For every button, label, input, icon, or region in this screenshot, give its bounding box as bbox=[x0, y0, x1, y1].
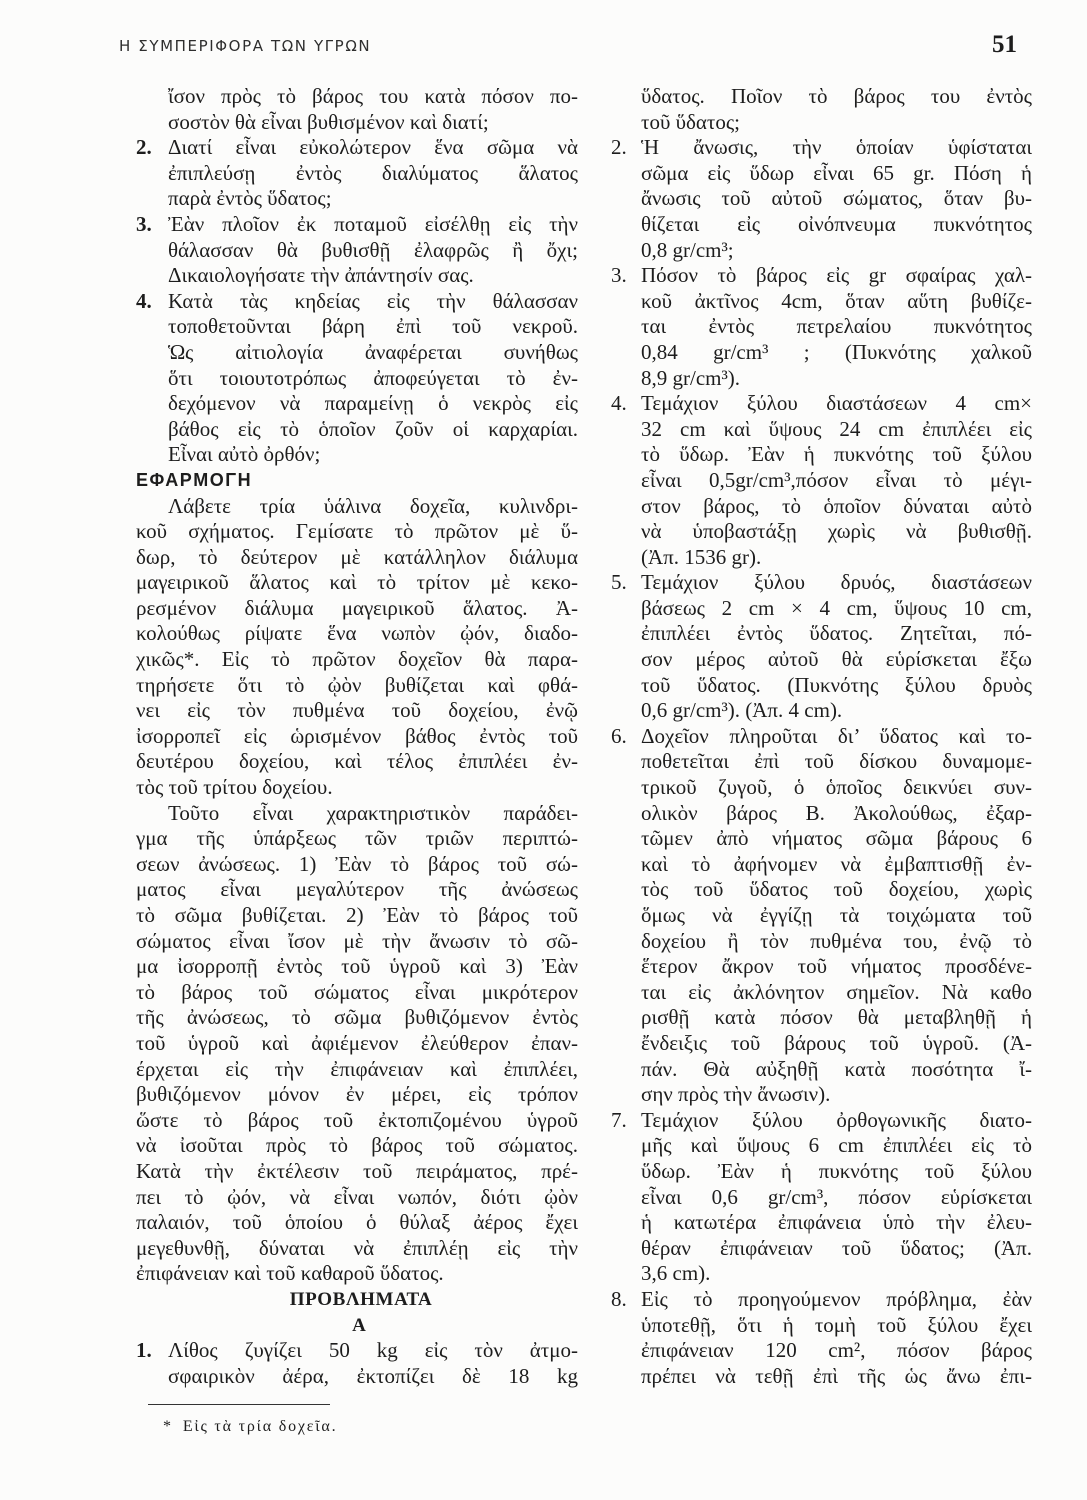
text-line: τὸ σῶμα βυθίζεται. 2) Ἐὰν τὸ βάρος τοῦ bbox=[136, 903, 578, 927]
question-item bbox=[136, 289, 578, 468]
text-line: Εἶναι αὐτὸ ὀρθόν; bbox=[168, 442, 321, 467]
text-line: ται ἐντὸς πετρελαίου πυκνότητος bbox=[641, 314, 1032, 339]
text-line: ρεσμένον διάλυμα μαγειρικοῦ ἅλατος. Ἀ- bbox=[136, 595, 578, 620]
text-line: μαγειρικοῦ ἅλατος καὶ τὸ τρίτον μὲ κεκο- bbox=[136, 570, 578, 595]
question-item bbox=[136, 135, 578, 212]
text-line: ματος εἶναι μεγαλύτερον τῆς ἀνώσεως bbox=[136, 877, 578, 902]
text-line: θάλασσαν θὰ βυθισθῇ ἐλαφρῶς ἢ ὄχι; bbox=[168, 237, 578, 262]
left-column bbox=[136, 84, 578, 1389]
text-line: κοῦ σχήματος. Γεμίσατε τὸ πρῶτον μὲ ὕ- bbox=[136, 519, 578, 544]
text-line: ἐπιπλέει ἐντὸς ὕδατος. Ζητεῖται, πό- bbox=[641, 621, 1032, 646]
item-number: 2. bbox=[611, 135, 627, 160]
text-line: τὸ βάρος τοῦ σώματος εἶναι μικρότερον bbox=[136, 979, 578, 1004]
problem-item bbox=[611, 570, 1032, 724]
text-line: θέραν ἐπιφάνειαν τοῦ ὕδατος; (Ἀπ. bbox=[641, 1235, 1032, 1260]
text-line: τρικοῦ ζυγοῦ, ὁ ὁποῖος δεικνύει συν- bbox=[641, 775, 1032, 800]
text-line: Λάβετε τρία ὑάλινα δοχεῖα, κυλινδρι- bbox=[168, 493, 578, 518]
text-line: Τεμάχιον ξύλου δρυός, διαστάσεων bbox=[641, 570, 1032, 595]
text-line: (Ἀπ. 1536 gr). bbox=[641, 544, 762, 569]
text-line: τῶμεν ἀπὸ νήματος σῶμα βάρους 6 bbox=[641, 826, 1032, 851]
right-column bbox=[611, 84, 1032, 1389]
footnote bbox=[163, 1418, 337, 1436]
text-line: σοστὸν θὰ εἶναι βυθισμένον καὶ διατί; bbox=[168, 109, 489, 134]
text-line: μεγεθυνθῇ, δύναται νὰ ἐπιπλέῃ εἰς τὴν bbox=[136, 1235, 578, 1260]
text-line: 32 cm καὶ ὕψους 24 cm ἐπιπλέει εἰς bbox=[641, 416, 1032, 441]
problem-item bbox=[611, 724, 1032, 1108]
text-line: ἴσον πρὸς τὸ βάρος του κατὰ πόσον πο- bbox=[168, 84, 578, 108]
text-line: 0,84 gr/cm³ ; (Πυκνότης χαλκοῦ bbox=[641, 339, 1032, 364]
text-line: βάθος εἰς τὸ ὁποῖον ζοῦν οἱ καρχαρίαι. bbox=[168, 416, 578, 441]
text-line: νὰ ὑποβαστάξῃ χωρὶς νὰ βυθισθῇ. bbox=[641, 519, 1032, 544]
text-line: ὅμως νὰ ἐγγίζῃ τὰ τοιχώματα τοῦ bbox=[641, 903, 1032, 927]
text-line: ἐπιφάνειαν 120 cm², πόσον βάρος bbox=[641, 1338, 1032, 1363]
text-line: στον βάρος, τὸ ὁποῖον δύναται αὐτὸ bbox=[641, 493, 1032, 518]
text-line: 3,6 cm). bbox=[641, 1261, 711, 1286]
text-line: σεων ἀνώσεως. 1) Ἐὰν τὸ βάρος τοῦ σώ- bbox=[136, 851, 578, 876]
text-line: ἐπιφάνειαν καὶ τοῦ καθαροῦ ὕδατος. bbox=[136, 1261, 444, 1286]
problems-section-label: Α bbox=[352, 1314, 366, 1336]
text-line: Δοχεῖον πληροῦται δι’ ὕδατος καὶ το- bbox=[641, 723, 1032, 748]
text-line: ἐπιπλεύσῃ ἐντὸς διαλύματος ἅλατος bbox=[168, 160, 578, 185]
text-line: δεχόμενον νὰ παραμείνῃ ὁ νεκρὸς εἰς bbox=[168, 391, 578, 416]
text-line: Λίθος ζυγίζει 50 kg εἰς τὸν ἀτμο- bbox=[168, 1338, 578, 1363]
item-number: 8. bbox=[611, 1286, 627, 1311]
text-line: κοῦ ἀκτῖνος 4cm, ὅταν αὕτη βυθίζε- bbox=[641, 288, 1032, 313]
text-line: εἶναι 0,6 gr/cm³, πόσον εὑρίσκεται bbox=[641, 1184, 1032, 1209]
text-line: τῆς ἀνώσεως, τὸ σῶμα βυθιζόμενον ἐντὸς bbox=[136, 1005, 578, 1030]
text-line: ἕτερον ἄκρον τοῦ νήματος προσδένε- bbox=[641, 954, 1032, 979]
footnote-mark: * bbox=[163, 1418, 173, 1435]
text-line: ὥστε τὸ βάρος τοῦ ἐκτοπιζομένου ὑγροῦ bbox=[136, 1107, 578, 1132]
footnote-rule bbox=[148, 1404, 330, 1405]
text-line: ὕδατος. Ποῖον τὸ βάρος του ἐντὸς bbox=[641, 84, 1032, 108]
problem-item bbox=[611, 1287, 1032, 1389]
text-line: εἶναι 0,5gr/cm³,πόσον εἶναι τὸ μέγι- bbox=[641, 467, 1032, 492]
item-number: 2. bbox=[136, 135, 152, 160]
text-line: ται εἰς ἀκλόνητον σημεῖον. Νὰ καθο bbox=[641, 979, 1032, 1004]
text-line: τοῦ ὕδατος; bbox=[641, 109, 740, 134]
item-number: 4. bbox=[611, 391, 627, 416]
text-line: πει τὸ ᾠόν, νὰ εἶναι νωπόν, διότι ᾠὸν bbox=[136, 1184, 578, 1209]
text-line: Διατί εἶναι εὐκολώτερον ἕνα σῶμα νὰ bbox=[168, 135, 578, 160]
text-line: τοῦ ὑγροῦ καὶ ἀφιέμενον ἐλεύθερον ἐπαν- bbox=[136, 1030, 578, 1055]
text-line: σῶμα εἰς ὕδωρ εἶναι 65 gr. Πόση ἡ bbox=[641, 160, 1032, 185]
text-line: μῆς καὶ ὕψους 6 cm ἐπιπλέει εἰς τὸ bbox=[641, 1133, 1032, 1158]
text-line: σφαιρικὸν ἀέρα, ἐκτοπίζει δὲ 18 kg bbox=[168, 1363, 578, 1388]
question-item bbox=[136, 212, 578, 289]
text-line: τὸς τοῦ τρίτου δοχείου. bbox=[136, 775, 333, 800]
problem-item bbox=[611, 391, 1032, 570]
text-line: 0,6 gr/cm³). (Ἀπ. 4 cm). bbox=[641, 698, 843, 723]
text-line: ἄνωσις τοῦ αὐτοῦ σώματος, ὅταν βυ- bbox=[641, 186, 1032, 211]
text-line: ὕδωρ. Ἐὰν ἡ πυκνότης τοῦ ξύλου bbox=[641, 1158, 1032, 1183]
text-line: ὅτι τοιουτοτρόπως ἀποφεύγεται τὸ ἐν- bbox=[168, 365, 578, 390]
text-line: χικῶς*. Εἰς τὸ πρῶτον δοχεῖον θὰ παρα- bbox=[136, 647, 578, 672]
item-number: 4. bbox=[136, 288, 152, 313]
text-line: νει εἰς τὸν πυθμένα τοῦ δοχείου, ἐνῷ bbox=[136, 698, 578, 723]
text-line: ολικὸν βάρος Β. Ἀκολούθως, ἐξαρ- bbox=[641, 800, 1032, 825]
text-line: ρισθῇ κατὰ πόσον θὰ μεταβληθῇ ἡ bbox=[641, 1005, 1032, 1030]
problem-item bbox=[611, 263, 1032, 391]
text-line: ὑποτεθῇ, ὅτι ἡ τομὴ τοῦ ξύλου ἔχει bbox=[641, 1312, 1032, 1337]
text-line: 0,8 gr/cm³; bbox=[641, 237, 734, 262]
text-line: παρὰ ἐντὸς ὕδατος; bbox=[168, 186, 332, 211]
application-heading: ΕΦΑΡΜΟΓΗ bbox=[136, 469, 253, 490]
item-number: 1. bbox=[136, 1338, 152, 1363]
text-line: Τεμάχιον ξύλου ὀρθογωνικῆς διατο- bbox=[641, 1107, 1032, 1132]
text-line: γμα τῆς ὑπάρξεως τῶν τριῶν περιπτώ- bbox=[136, 826, 578, 851]
text-line: θίζεται εἰς οἰνόπνευμα πυκνότητος bbox=[641, 211, 1032, 236]
question-continuation bbox=[136, 84, 578, 135]
text-line: ἡ κατωτέρα ἐπιφάνεια ὑπὸ τὴν ἐλευ- bbox=[641, 1210, 1032, 1235]
text-line: Κατὰ τὴν ἐκτέλεσιν τοῦ πειράματος, πρέ- bbox=[136, 1158, 578, 1183]
text-line: ἰσορροπεῖ εἰς ὡρισμένον βάθος ἐντὸς τοῦ bbox=[136, 723, 578, 748]
text-line: Τοῦτο εἶναι χαρακτηριστικὸν παράδει- bbox=[168, 800, 578, 825]
running-title: Η ΣΥΜΠΕΡΙΦΟΡΑ ΤΩΝ ΥΓΡΩΝ bbox=[119, 37, 372, 55]
text-line: μα ἰσορροπῇ ἐντὸς τοῦ ὑγροῦ καὶ 3) Ἐὰν bbox=[136, 954, 578, 979]
text-line: βάσεως 2 cm × 4 cm, ὕψους 10 cm, bbox=[641, 595, 1032, 620]
text-line: Δικαιολογήσατε τὴν ἀπάντησίν σας. bbox=[168, 263, 474, 288]
item-number: 6. bbox=[611, 723, 627, 748]
item-number: 5. bbox=[611, 570, 627, 595]
text-line: Ὡς αἰτιολογία ἀναφέρεται συνήθως bbox=[168, 339, 578, 364]
text-line: τὸς τοῦ ὕδατος τοῦ δοχείου, χωρὶς bbox=[641, 877, 1032, 902]
text-line: δοχείου ἢ τὸν πυθμένα του, ἐνῷ τὸ bbox=[641, 928, 1032, 953]
application-paragraph bbox=[136, 801, 578, 1287]
problem-item bbox=[611, 1108, 1032, 1287]
item-number: 7. bbox=[611, 1107, 627, 1132]
text-line: ἔνδειξις τοῦ βάρους τοῦ ὑγροῦ. (Ἀ- bbox=[641, 1030, 1032, 1055]
text-line: Τεμάχιον ξύλου διαστάσεων 4 cm× bbox=[641, 391, 1032, 416]
text-line: τηρήσετε ὅτι τὸ ᾠὸν βυθίζεται καὶ φθά- bbox=[136, 672, 578, 697]
problem-item bbox=[611, 135, 1032, 263]
text-line: νὰ ἰσοῦται πρὸς τὸ βάρος τοῦ σώματος. bbox=[136, 1133, 578, 1158]
text-line: κολούθως ρίψατε ἕνα νωπὸν ᾠόν, διαδο- bbox=[136, 621, 578, 646]
text-line: 8,9 gr/cm³). bbox=[641, 365, 741, 390]
problem-item bbox=[136, 1338, 578, 1389]
text-line: τὸ ὕδωρ. Ἐὰν ἡ πυκνότης τοῦ ξύλου bbox=[641, 442, 1032, 467]
item-number: 3. bbox=[611, 263, 627, 288]
text-line: παλαιόν, τοῦ ὁποίου ὁ θύλαξ ἀέρος ἔχει bbox=[136, 1210, 578, 1235]
text-line: Ἐὰν πλοῖον ἐκ ποταμοῦ εἰσέλθῃ εἰς τὴν bbox=[168, 211, 578, 236]
text-line: Ἡ ἄνωσις, τὴν ὁποίαν ὑφίσταται bbox=[641, 135, 1032, 160]
page-number: 51 bbox=[992, 31, 1017, 58]
text-line: βυθιζόμενον μόνον ἐν μέρει, εἰς τρόπον bbox=[136, 1082, 578, 1107]
problems-heading: ΠΡΟΒΛΗΜΑΤΑ bbox=[289, 1288, 433, 1310]
text-line: πρέπει νὰ τεθῇ ἐπὶ τῆς ὡς ἄνω ἐπι- bbox=[641, 1363, 1032, 1388]
text-line: σώματος εἶναι ἴσον μὲ τὴν ἄνωσιν τὸ σῶ- bbox=[136, 928, 578, 953]
text-line: δευτέρου δοχείου, καὶ τέλος ἐπιπλέει ἐν- bbox=[136, 749, 578, 774]
text-line: σον μέρος αὐτοῦ θὰ εὑρίσκεται ἔξω bbox=[641, 647, 1032, 672]
item-number: 3. bbox=[136, 211, 152, 236]
text-line: Εἰς τὸ προηγούμενον πρόβλημα, ἐὰν bbox=[641, 1286, 1032, 1311]
text-line: έρχεται εἰς τὴν ἐπιφάνειαν καὶ ἐπιπλέει, bbox=[136, 1056, 578, 1081]
text-line: δωρ, τὸ δεύτερον μὲ κατάλληλον διάλυμα bbox=[136, 544, 578, 569]
text-line: καὶ τὸ ἀφήνομεν νὰ ἐμβαπτισθῇ ἐν- bbox=[641, 851, 1032, 876]
text-line: ποθετεῖται ἐπὶ τοῦ δίσκου δυναμομε- bbox=[641, 749, 1032, 774]
problem-continuation bbox=[611, 84, 1032, 135]
text-line: πάν. Θὰ αὐξηθῇ κατὰ ποσότητα ἴ- bbox=[641, 1056, 1032, 1081]
text-line: τοῦ ὕδατος. (Πυκνότης ξύλου δρυὸς bbox=[641, 672, 1032, 697]
text-line: σην πρὸς τὴν ἄνωσιν). bbox=[641, 1082, 831, 1107]
text-line: τοποθετοῦνται βάρη ἐπὶ τοῦ νεκροῦ. bbox=[168, 314, 578, 339]
text-line: Κατὰ τὰς κηδείας εἰς τὴν θάλασσαν bbox=[168, 288, 578, 313]
application-paragraph bbox=[136, 494, 578, 801]
text-line: Πόσον τὸ βάρος εἰς gr σφαίρας χαλ- bbox=[641, 263, 1032, 288]
footnote-text: Εἰς τὰ τρία δοχεῖα. bbox=[182, 1418, 338, 1435]
